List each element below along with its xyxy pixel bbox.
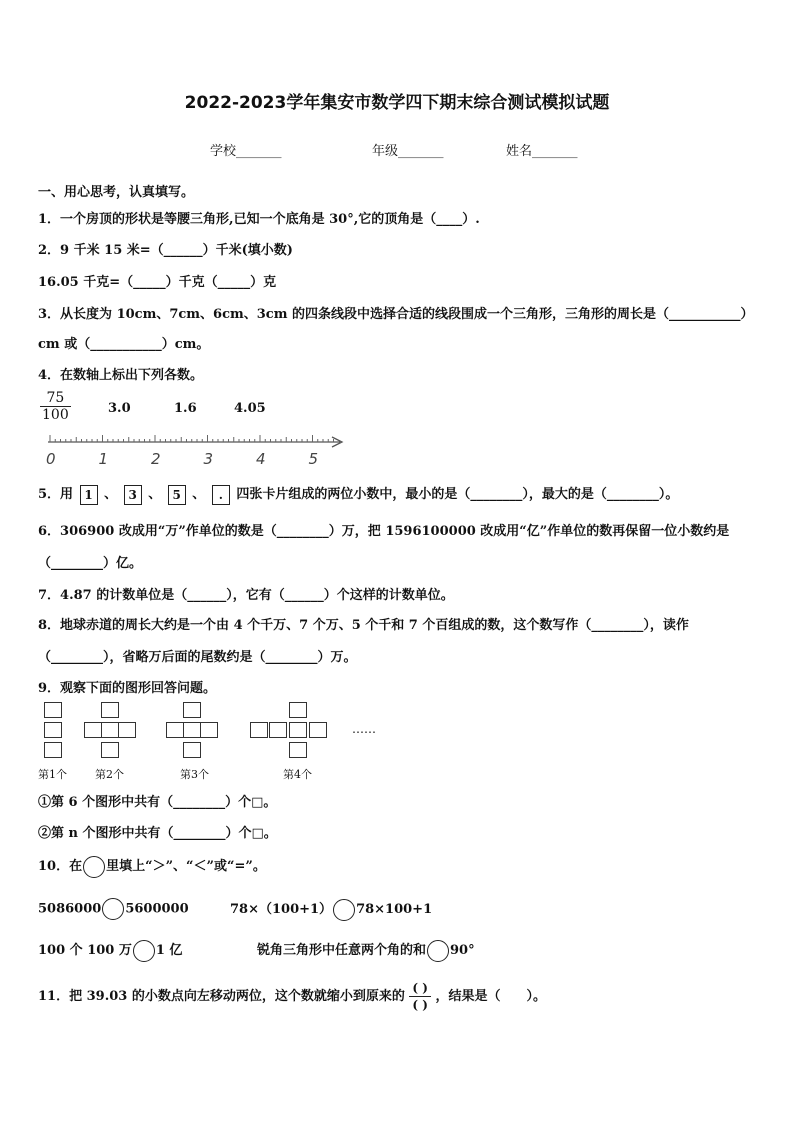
- blank-circle-icon[interactable]: [427, 940, 449, 962]
- square-icon: [183, 702, 201, 718]
- square-icon: [44, 742, 62, 758]
- question-3-line-2: cm 或（___________）cm。: [38, 337, 210, 352]
- square-icon: [289, 722, 307, 738]
- question-10-suffix: 里填上“＞”、“＜”或“=”。: [106, 859, 266, 874]
- question-11-suffix: ，结果是（ ）。: [435, 989, 546, 1004]
- blank-circle-icon[interactable]: [133, 940, 155, 962]
- question-9-sub-1: ①第 6 个图形中共有（________）个□。: [38, 795, 277, 810]
- question-11: [38, 980, 546, 1013]
- figure-label: 第3个: [180, 768, 209, 781]
- compare-left: 78×（100+1）: [230, 902, 333, 917]
- square-icon: [200, 722, 218, 738]
- number-line: [44, 434, 350, 470]
- square-icon: [269, 722, 287, 738]
- card-1: 1: [80, 485, 98, 505]
- compare-row-2b: [257, 939, 475, 962]
- square-icon: [250, 722, 268, 738]
- figure-label: 第4个: [283, 768, 312, 781]
- fraction-denominator: 100: [42, 407, 69, 423]
- square-icon: [289, 702, 307, 718]
- separator: 、: [192, 487, 206, 502]
- question-5: [38, 483, 678, 505]
- square-icon: [309, 722, 327, 738]
- tick-labels: [46, 450, 318, 468]
- axis-tick-label: 5: [308, 450, 319, 468]
- card-3: 3: [124, 485, 142, 505]
- question-1: 1．一个房顶的形状是等腰三角形,已知一个底角是 30°,它的顶角是（____）.: [38, 212, 480, 227]
- axis-tick-label: 4: [256, 450, 266, 468]
- compare-row-1a: [38, 898, 189, 920]
- question-4-text: 4．在数轴上标出下列各数。: [38, 368, 204, 383]
- question-6-line-2: （________）亿。: [38, 556, 143, 571]
- question-5-prefix: 5．用: [38, 487, 74, 502]
- card-5: 5: [168, 485, 186, 505]
- square-icon: [44, 722, 62, 738]
- question-2-part-a: 2．9 千米 15 米=（______）千米(填小数): [38, 243, 293, 258]
- question-8-line-2: （________），省略万后面的尾数约是（________）万。: [38, 650, 357, 665]
- grade-field: 年级_______: [372, 144, 444, 159]
- square-icon: [101, 742, 119, 758]
- tick-marks: [50, 435, 334, 442]
- square-icon: [44, 702, 62, 718]
- question-8-line-1: 8．地球赤道的周长大约是一个由 4 个千万、7 个万、5 个千和 7 个百组成的数，这个数写作（________），读作: [38, 618, 689, 633]
- compare-left: 5086000: [38, 901, 102, 917]
- number-item: 3.0: [108, 401, 131, 416]
- compare-row-1b: [230, 898, 432, 921]
- compare-left: 100 个 100 万: [38, 943, 132, 958]
- fraction-numerator: 75: [40, 390, 71, 407]
- figure-label: 第2个: [95, 768, 124, 781]
- section-heading: 一、用心思考，认真填写。: [38, 185, 195, 200]
- square-icon: [183, 722, 201, 738]
- blank-circle-icon: [83, 856, 105, 878]
- question-10-prefix: 10．在: [38, 859, 83, 874]
- question-6-line-1: 6．306900 改成用“万”作单位的数是（________）万，把 1596100000 改成用“亿”作单位的数再保留一位小数约是: [38, 524, 730, 539]
- compare-right: 90°: [450, 943, 475, 958]
- square-icon: [101, 722, 119, 738]
- question-10-text: [38, 855, 266, 878]
- compare-right: 78×100+1: [356, 902, 433, 917]
- separator: 、: [148, 487, 162, 502]
- blank-circle-icon[interactable]: [333, 899, 355, 921]
- blank-fraction: [409, 980, 431, 1013]
- blank-circle-icon[interactable]: [102, 898, 124, 920]
- number-item: 1.6: [174, 401, 197, 416]
- compare-right: 1 亿: [155, 943, 183, 958]
- fraction-numerator: ( ): [409, 980, 431, 997]
- ellipsis: ……: [352, 722, 376, 736]
- question-11-prefix: 11．把 39.03 的小数点向左移动两位，这个数就缩小到原来的: [38, 989, 405, 1004]
- separator: 、: [104, 487, 118, 502]
- axis-tick-label: 3: [203, 450, 214, 468]
- axis-tick-label: 0: [46, 450, 56, 468]
- square-icon: [183, 742, 201, 758]
- card-dot: .: [212, 485, 230, 505]
- school-field: 学校_______: [210, 144, 282, 159]
- figure-label: 第1个: [38, 768, 67, 781]
- question-9-sub-2: ②第 n 个图形中共有（________）个□。: [38, 826, 277, 841]
- compare-row-2a: [38, 939, 182, 962]
- compare-right: 5600000: [125, 901, 189, 917]
- name-field: 姓名_______: [506, 144, 578, 159]
- number-item: 4.05: [234, 401, 266, 416]
- question-5-suffix: 四张卡片组成的两位小数中，最小的是（________），最大的是（________）。: [236, 487, 679, 502]
- question-3-line-1: 3．从长度为 10cm、7cm、6cm、3cm 的四条线段中选择合适的线段围成一个三角形，三角形的周长是（___________）: [38, 307, 754, 322]
- question-7: 7．4.87 的计数单位是（______），它有（______）个这样的计数单位。: [38, 588, 454, 603]
- fraction-75-100: [40, 390, 71, 423]
- question-2-part-b: 16.05 千克=（_____）千克（_____）克: [38, 275, 277, 290]
- square-icon: [166, 722, 184, 738]
- compare-left: 锐角三角形中任意两个角的和: [257, 943, 427, 958]
- square-icon: [101, 702, 119, 718]
- square-icon: [84, 722, 102, 738]
- square-icon: [118, 722, 136, 738]
- axis-tick-label: 1: [98, 450, 109, 468]
- question-9-text: 9．观察下面的图形回答问题。: [38, 681, 217, 696]
- fraction-denominator: ( ): [412, 998, 428, 1012]
- axis-tick-label: 2: [151, 450, 161, 468]
- page-title: 2022-2023学年集安市数学四下期末综合测试模拟试题: [184, 93, 610, 113]
- square-icon: [289, 742, 307, 758]
